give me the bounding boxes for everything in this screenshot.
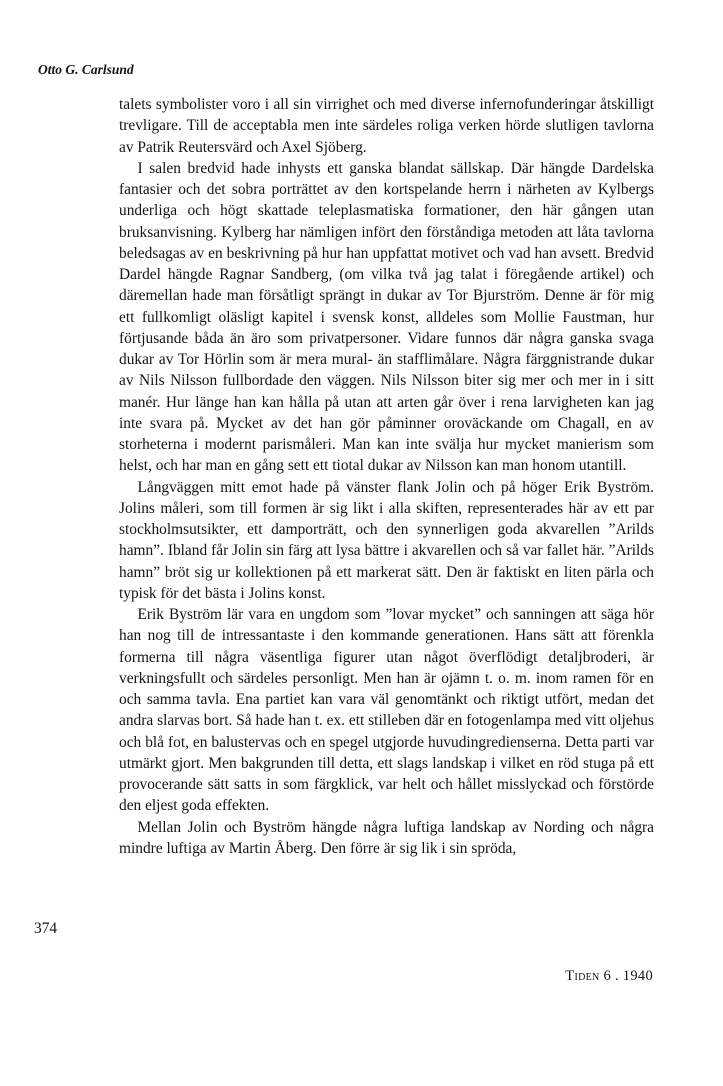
paragraph-2: I salen bredvid hade inhysts ett ganska blandat sällskap. Där hängde Dardelska fantasier och det sobra porträttet av den kortspelande herrn i närheten av Kylbergs underliga och högt skattade teleplasmatiska formationer, den här gången utan bruksanvisning. Kylberg har nämligen infört den förståndiga metoden att låta tavlorna beledsagas av en beskrivning på hur han uppfattat motivet och vad han avsett. Bredvid Dardel hängde Ragnar Sandberg, (om vilka två jag talat i föregående artikel) och däremellan hade man försåtligt sprängt in dukar av Tor Bjurström. Denne är för mig ett fullkomligt oläsligt kapitel i svensk konst, alldeles som Mollie Faustman, hur förtjusande båda än äro som privatpersoner. Vidare funnos där några ganska svaga dukar av Tor Hörlin som är mera mural- än stafflimålare. Några färggnistrande dukar av Nils Nilsson fullbordade den väggen. Nils Nilsson biter sig mer och mer in i sitt manér. Hur länge han kan hålla på utan att arten går över i rena larvigheten kan jag inte svara på. Mycket av det han gör påminner oroväckande om Chagall, en av storheterna i modernt parismåleri. Man kan inte svälja hur mycket manierism som helst, och har man en gång sett ett tiotal dukar av Nilsson kan man honom utantill. <box>119 159 654 475</box>
paragraph-5: Mellan Jolin och Byström hängde några luftiga landskap av Nording och några mindre luftiga av Martin Åberg. Den förre är sig lik i sin spröda, <box>119 818 654 857</box>
journal-issue: 6 . 1940 <box>603 968 653 984</box>
article-body <box>119 94 654 859</box>
paragraph-1: talets symbolister voro i all sin virrighet och med diverse infernofunderingar åtskilligt trevligare. Till de acceptabla men inte särdeles roliga verken hörde slutligen tavlorna av Patrik Reutersvärd och Axel Sjöberg. <box>119 96 654 156</box>
page-number: 374 <box>34 920 58 937</box>
journal-name: Tiden <box>565 968 600 984</box>
journal-footer <box>565 968 653 985</box>
running-head: Otto G. Carlsund <box>38 62 134 77</box>
paragraph-4: Erik Byström lär vara en ungdom som ”lovar mycket” och sanningen att säga hör han nog till de intressantaste i den kommande generationen. Hans sätt att förenkla formerna till några väsentliga figurer utan något överflödigt detaljbroderi, är verkningsfullt och särdeles personligt. Men han är ojämn t. o. m. inom ramen för en och samma tavla. Ena partiet kan vara väl genomtänkt och riktigt utfört, medan det andra slarvas bort. Så hade han t. ex. ett stilleben där en fotogenlampa med vitt oljehus och blå fot, en balustervas och en spegel utgjorde huvudingredienserna. Detta parti var utmärkt gjort. Men bakgrunden till detta, ett slags landskap i vilket en röd stuga på ett provocerande sätt satts in som färgklick, var helt och hållet misslyckad och förstörde den eljest goda effekten. <box>119 606 654 815</box>
paragraph-3: Långväggen mitt emot hade på vänster flank Jolin och på höger Erik Byström. Jolins måleri, som till formen är sig likt i alla skiften, representerades här av ett par stockholmsutsikter, ett damporträtt, och den synnerligen goda akvarellen ”Arilds hamn”. Ibland får Jolin sin färg att lysa bättre i akvarellen och så var fallet här. ”Arilds hamn” bröt sig ur kollektionen på ett markerat sätt. Den är faktiskt en liten pärla och typisk för det bästa i Jolins konst. <box>119 478 654 602</box>
